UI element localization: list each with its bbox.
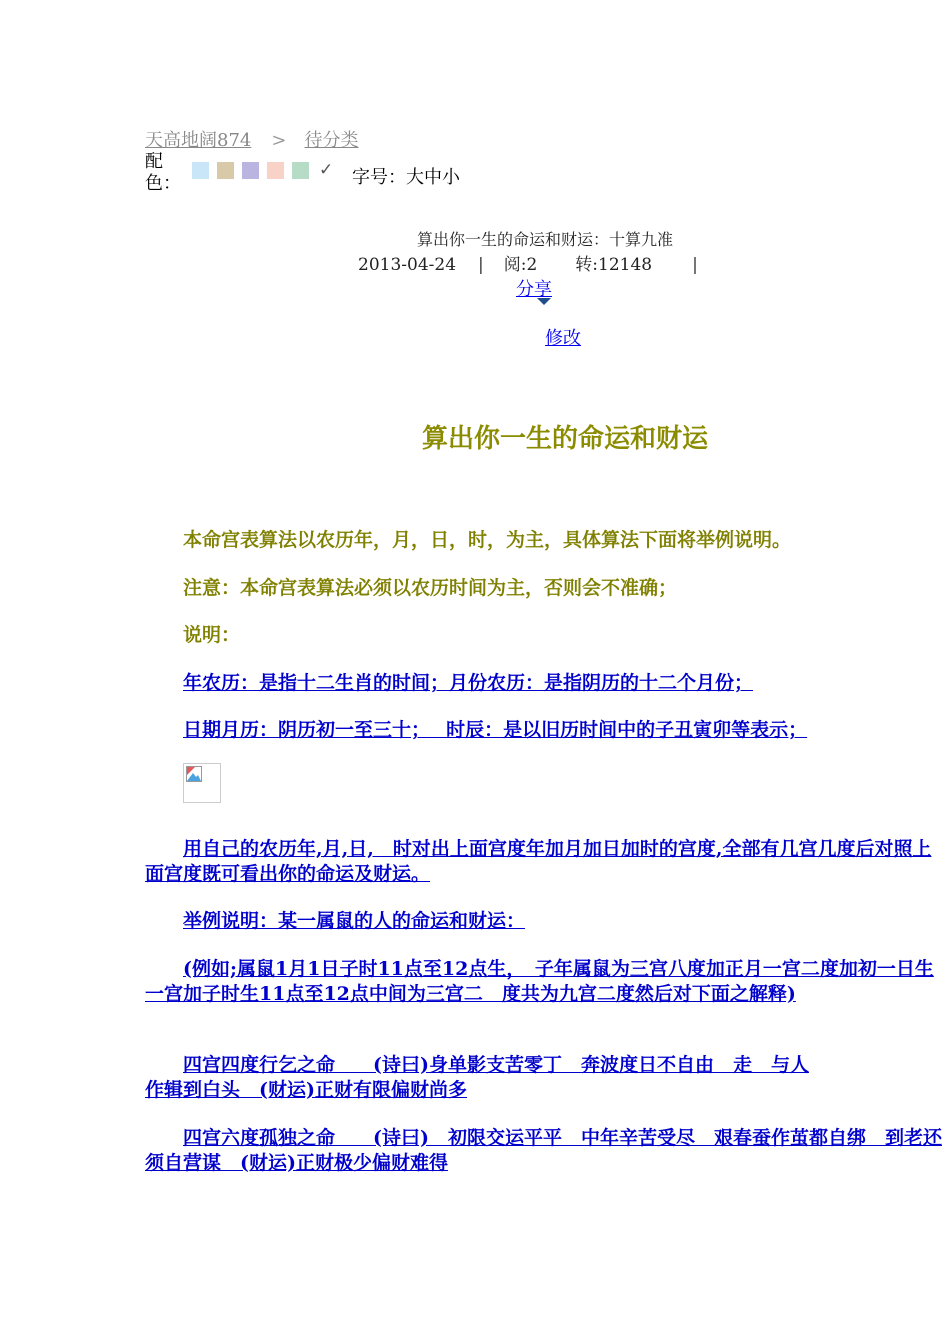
paragraph-example-label[interactable]: 举例说明：某一属鼠的人的命运和财运： xyxy=(183,910,526,932)
broken-image xyxy=(183,763,221,803)
color-swatch-green[interactable] xyxy=(292,162,309,179)
paragraph-explain-label: 说明： xyxy=(183,624,241,646)
check-icon[interactable]: ✓ xyxy=(319,160,334,180)
paragraph-method[interactable]: 用自己的农历年,月,日, 时对出上面宫度年加月加日加时的宫度,全部有几宫几度后对照上面宫度既可看出你的命运及财运。 xyxy=(145,838,932,885)
breadcrumb-category-link[interactable]: 待分类 xyxy=(304,130,359,151)
color-swatch-pink[interactable] xyxy=(267,162,284,179)
palette-swatches xyxy=(192,162,333,179)
meta-divider: | xyxy=(478,255,484,275)
article-headline: 算出你一生的命运和财运 xyxy=(421,424,708,454)
paragraph-day-hour[interactable]: 日期月历：阴历初一至三十； 时辰：是以旧历时间中的子丑寅卯等表示； xyxy=(183,719,808,741)
article-title: 算出你一生的命运和财运：十算九准 xyxy=(416,230,673,249)
meta-divider: | xyxy=(692,255,698,275)
color-swatch-purple[interactable] xyxy=(242,162,259,179)
breadcrumb-blog-link[interactable]: 天高地阔874 xyxy=(145,130,252,151)
broken-image-icon xyxy=(186,766,202,782)
breadcrumb xyxy=(145,126,358,152)
color-swatch-tan[interactable] xyxy=(217,162,234,179)
share-link[interactable]: 分享 xyxy=(516,279,552,300)
article-date: 2013-04-24 xyxy=(358,255,457,275)
article-reposts: 转:12148 xyxy=(575,255,653,275)
paragraph-palace-44[interactable]: 四宫四度行乞之命 (诗曰)身单影支苦零丁 奔波度日不自由 走 与人作辑到白头 (财运)正财有限偏财尚多 xyxy=(145,1054,809,1101)
paragraph-intro: 本命宫表算法以农历年，月，日，时，为主，具体算法下面将举例说明。 xyxy=(183,529,792,551)
font-size-options[interactable]: 大中小 xyxy=(406,167,460,188)
paragraph-note: 注意：本命宫表算法必须以农历时间为主，否则会不准确； xyxy=(183,577,678,599)
article-meta xyxy=(358,250,698,275)
color-swatch-blue[interactable] xyxy=(192,162,209,179)
paragraph-example[interactable]: (例如;属鼠1月1日子时11点至12点生， 子年属鼠为三宫八度加正月一宫二度加初一日生一宫加子时生11点至12点中间为三宫二 度共为九宫二度然后对下面之解释) xyxy=(145,958,934,1005)
palette-label: 配色： xyxy=(145,151,181,194)
breadcrumb-separator: > xyxy=(271,130,287,151)
font-size-control xyxy=(352,163,460,189)
paragraph-palace-46[interactable]: 四宫六度孤独之命 (诗曰) 初限交运平平 中年辛苦受尽 艰春蚕作茧都自绑 到老还须自营谋 (财运)正财极少偏财难得 xyxy=(145,1127,942,1174)
share-dropdown-icon[interactable] xyxy=(537,298,551,305)
paragraph-year-month[interactable]: 年农历：是指十二生肖的时间；月份农历：是指阴历的十二个月份； xyxy=(183,672,754,694)
edit-link[interactable]: 修改 xyxy=(545,328,581,349)
font-size-label: 字号： xyxy=(352,167,406,188)
article-reads: 阅:2 xyxy=(503,255,538,275)
